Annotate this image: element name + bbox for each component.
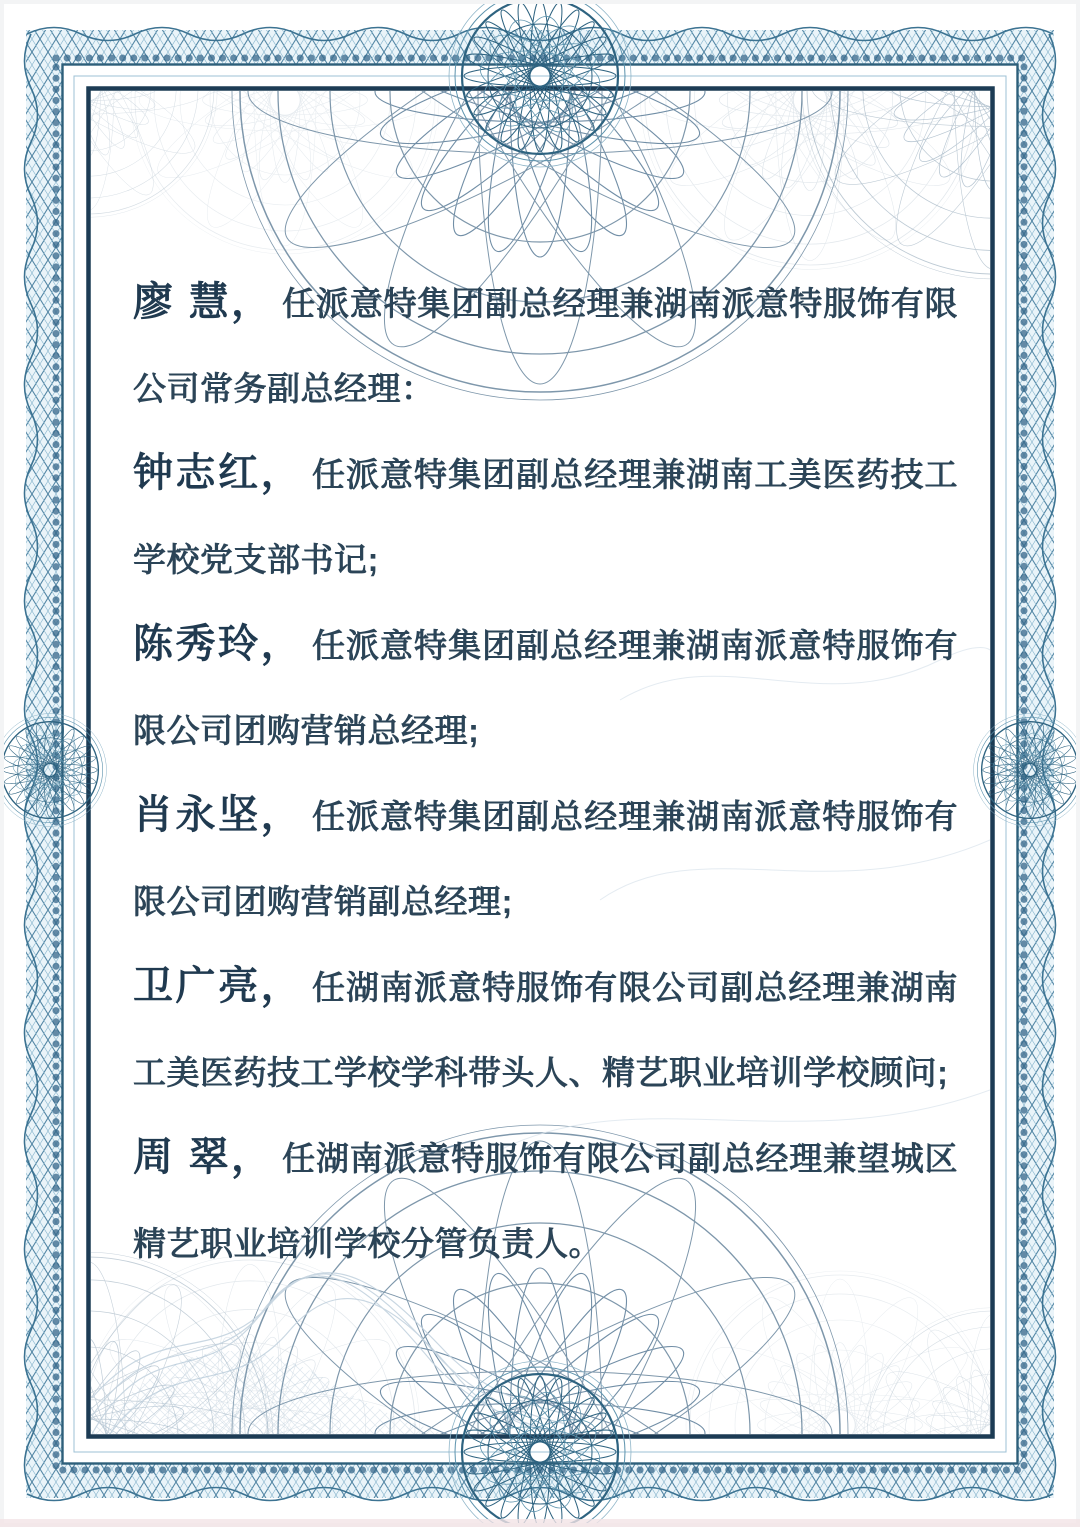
appointment-text: 任派意特集团副总经理兼湖南派意特服饰有限公司团购营销总经理; (133, 627, 959, 749)
appointment-list (88, 88, 993, 1437)
person-name: 钟志红， (133, 451, 304, 495)
person-name: 廖 慧， (133, 280, 274, 324)
appointment-text: 任湖南派意特服饰有限公司副总经理兼望城区精艺职业培训学校分管负责人。 (133, 1140, 959, 1262)
person-name: 周 翠， (133, 1135, 274, 1179)
appointment-entry (133, 773, 958, 944)
appointment-entry (133, 260, 958, 431)
appointment-entry (133, 602, 958, 773)
person-name: 陈秀玲， (133, 622, 304, 666)
appointment-entry (133, 944, 958, 1115)
appointment-entry (133, 431, 958, 602)
appointment-text: 任派意特集团副总经理兼湖南派意特服饰有限公司常务副总经理： (133, 285, 959, 407)
appointment-text: 任派意特集团副总经理兼湖南派意特服饰有限公司团购营销副总经理; (133, 798, 959, 920)
appointment-text: 任派意特集团副总经理兼湖南工美医药技工学校党支部书记; (133, 456, 959, 578)
appointment-text: 任湖南派意特服饰有限公司副总经理兼湖南工美医药技工学校学科带头人、精艺职业培训学校顾问; (133, 969, 959, 1091)
person-name: 肖永坚， (133, 793, 304, 837)
appointment-entry (133, 1115, 958, 1286)
person-name: 卫广亮， (133, 964, 304, 1008)
